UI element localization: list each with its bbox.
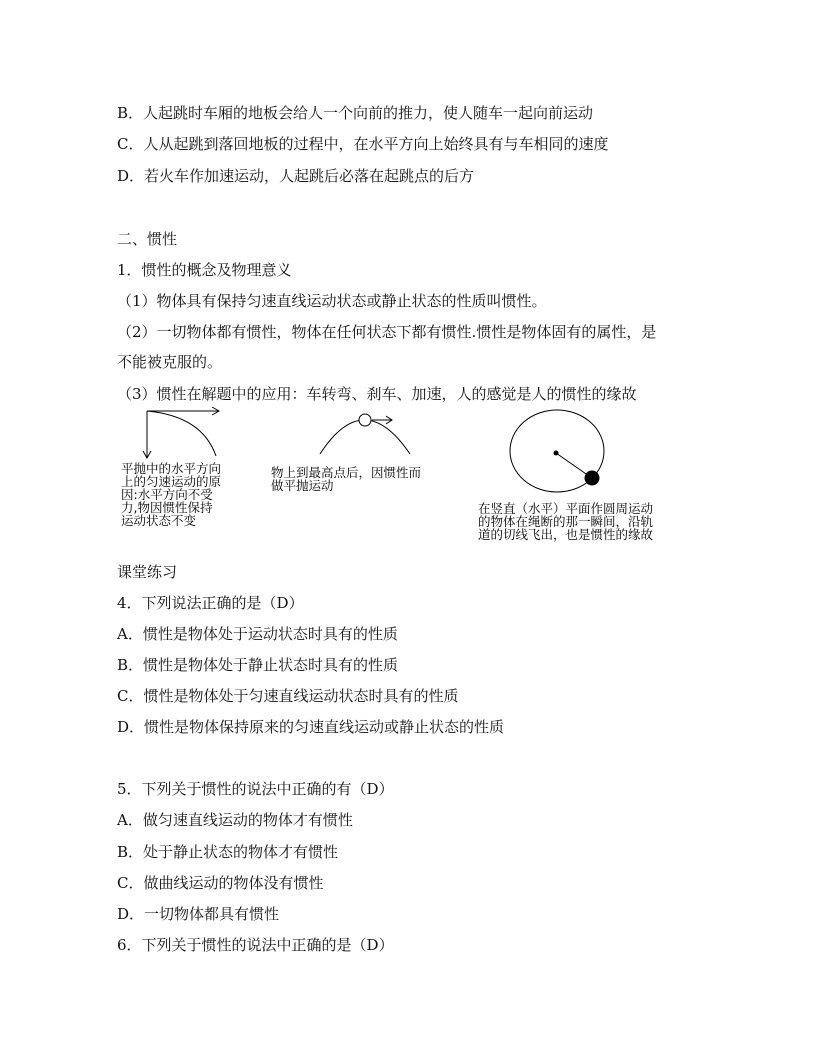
- question-5-option-d: D．一切物体都具有惯性: [117, 905, 280, 923]
- paragraph-2b: 不能被克服的。: [117, 353, 223, 371]
- paragraph-2a: （2）一切物体都有惯性，物体在任何状态下都有惯性.惯性是物体固有的属性，是: [117, 323, 657, 341]
- projectile-trajectory: [147, 411, 216, 456]
- question-6: 6．下列关于惯性的说法中正确的是（D）: [117, 936, 394, 954]
- caption-projectile: 平抛中的水平方向 上的匀速运动的原 因:水平方向不受 力,物因惯性保持 运动状态不变: [121, 461, 222, 528]
- question-4-option-d: D．惯性是物体保持原来的匀速直线运动或静止状态的性质: [117, 718, 505, 736]
- inertia-figures: [117, 406, 707, 552]
- mass-ball: [585, 471, 599, 485]
- paragraph-3: （3）惯性在解题中的应用：车转弯、刹车、加速，人的感觉是人的惯性的缘故: [117, 385, 637, 403]
- circle-figure: [510, 410, 604, 492]
- subsection-title: 1．惯性的概念及物理意义: [117, 261, 292, 279]
- string-line: [556, 453, 589, 476]
- section-heading: 二、惯性: [117, 230, 178, 248]
- option-d-prev: D．若火车作加速运动，人起跳后必落在起跳点的后方: [117, 167, 475, 185]
- question-4: 4．下列说法正确的是（D）: [117, 594, 304, 612]
- question-4-option-a: A．惯性是物体处于运动状态时具有的性质: [117, 625, 398, 643]
- practice-title: 课堂练习: [117, 563, 178, 581]
- option-c-prev: C．人从起跳到落回地板的过程中，在水平方向上始终具有与车相同的速度: [117, 135, 609, 153]
- question-4-option-b: B．惯性是物体处于静止状态时具有的性质: [117, 656, 399, 674]
- ball-circle: [359, 414, 371, 426]
- question-5: 5．下列关于惯性的说法中正确的有（D）: [117, 780, 394, 798]
- question-5-option-a: A．做匀速直线运动的物体才有惯性: [117, 811, 353, 829]
- paragraph-1: （1）物体具有保持匀速直线运动状态或静止状态的性质叫惯性。: [117, 292, 547, 310]
- caption-circle: 在竖直（水平）平面作圆周运动 的物体在绳断的那一瞬间，沿轨 道的切线飞出，也是惯性的缘故: [478, 501, 654, 542]
- question-5-option-c: C．做曲线运动的物体没有惯性: [117, 874, 324, 892]
- caption-arc: 物上到最高点后，因惯性而 做平抛运动: [271, 465, 422, 493]
- question-4-option-c: C．惯性是物体处于匀速直线运动状态时具有的性质: [117, 687, 459, 705]
- option-b-prev: B．人起跳时车厢的地板会给人一个向前的推力，使人随车一起向前运动: [117, 104, 594, 122]
- projectile-figure: [143, 407, 219, 458]
- question-5-option-b: B．处于静止状态的物体才有惯性: [117, 843, 339, 861]
- arc-figure: [320, 414, 410, 454]
